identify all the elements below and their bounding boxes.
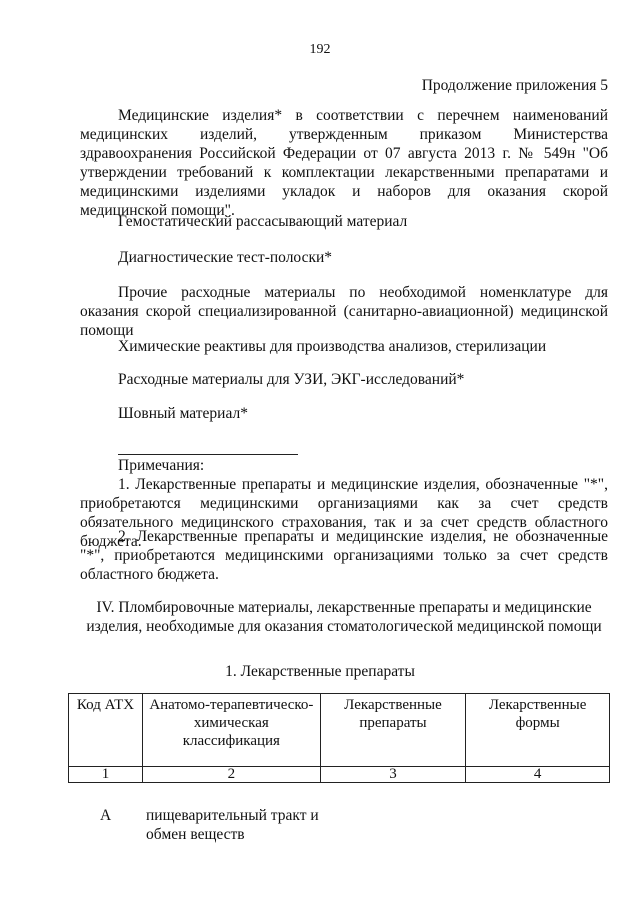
section-title: IV. Пломбировочные материалы, лекарственные препараты и медицинские изделия, необходимые для оказания стоматологической медицинской помощи <box>86 599 602 635</box>
column-number: 1 <box>69 767 143 783</box>
atc-classification: пищеварительный тракт и обмен веществ <box>146 807 319 843</box>
list-item: Расходные материалы для УЗИ, ЭКГ-исследований* <box>118 371 465 388</box>
table-row <box>69 767 610 783</box>
header-atc-code: Код АТХ <box>69 694 143 767</box>
intro-paragraph: Медицинские изделия* в соответствии с перечнем наименований медицинских изделий, утвержденным приказом Министерства здравоохранения Российской Федерации от 07 августа 2013 г. № 549н "Об утверждении требований к комплектации лекарственными препаратами и медицинскими изделиями укладок и наборов для оказания скорой медицинской помощи". <box>80 107 608 219</box>
atc-code: А <box>100 807 112 824</box>
list-item: Шовный материал* <box>118 405 248 422</box>
subsection-title: 1. Лекарственные препараты <box>225 663 415 680</box>
list-item: Гемостатический рассасывающий материал <box>118 213 408 230</box>
note-item: 1. Лекарственные препараты и медицинские изделия, обозначенные "*", приобретаются медицинскими организациями как за счет средств обязательного медицинского страхования, так и за счет средств областного бюджета. <box>80 476 608 550</box>
column-number: 2 <box>142 767 320 783</box>
notes-title: Примечания: <box>118 457 205 474</box>
notes-divider <box>118 454 298 455</box>
header-drugs: Лекарственные препараты <box>320 694 466 767</box>
header-classification: Анатомо-терапевтическо-химическая классификация <box>142 694 320 767</box>
column-number: 3 <box>320 767 466 783</box>
list-item: Диагностические тест-полоски* <box>118 249 333 266</box>
atc-table <box>68 693 610 783</box>
appendix-continuation: Продолжение приложения 5 <box>421 77 608 94</box>
column-number: 4 <box>466 767 610 783</box>
list-item: Химические реактивы для производства анализов, стерилизации <box>118 338 547 355</box>
note-item: 2. Лекарственные препараты и медицинские изделия, не обозначенные "*", приобретаются медицинскими организациями только за счет средств областного бюджета. <box>80 528 608 583</box>
table-header-row <box>69 694 610 767</box>
header-forms: Лекарственные формы <box>466 694 610 767</box>
page-number: 192 <box>309 42 331 57</box>
list-item: Прочие расходные материалы по необходимой номенклатуре для оказания скорой специализированной (санитарно-авиационной) медицинской помощи <box>80 284 608 339</box>
